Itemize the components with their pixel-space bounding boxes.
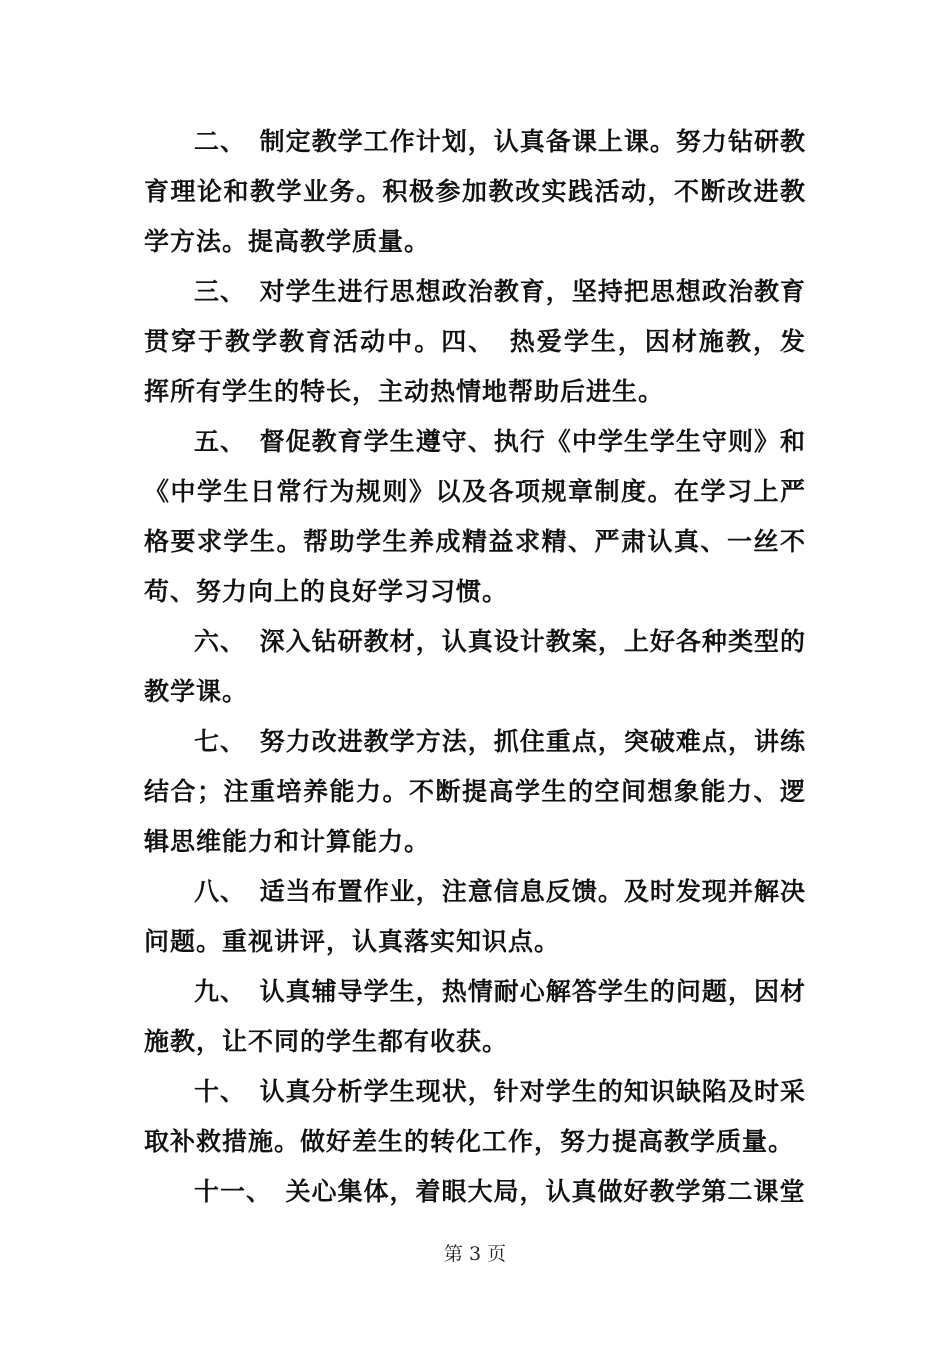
paragraph-item-2: 二、 制定教学工作计划，认真备课上课。努力钻研教育理论和教学业务。积极参加教改实践活动，不断改进教学方法。提高教学质量。 [144, 127, 806, 256]
paragraph-item-7: 七、 努力改进教学方法，抓住重点，突破难点，讲练结合；注重培养能力。不断提高学生的空间想象能力、逻辑思维能力和计算能力。 [144, 727, 806, 856]
paragraph-item-11: 十一、 关心集体，着眼大局，认真做好教学第二课堂 [194, 1177, 806, 1206]
paragraph-item-10: 十、 认真分析学生现状，针对学生的知识缺陷及时采取补救措施。做好差生的转化工作，努力提高教学质量。 [144, 1077, 806, 1156]
paragraph-item-8: 八、 适当布置作业，注意信息反馈。及时发现并解决问题。重视讲评，认真落实知识点。 [144, 877, 806, 956]
paragraph-item-6: 六、 深入钻研教材，认真设计教案，上好各种类型的教学课。 [144, 627, 806, 706]
paragraph-item-3-4: 三、 对学生进行思想政治教育，坚持把思想政治教育贯穿于教学教育活动中。四、 热爱学生，因材施教，发挥所有学生的特长，主动热情地帮助后进生。 [144, 277, 806, 406]
paragraph-item-9: 九、 认真辅导学生，热情耐心解答学生的问题，因材施教，让不同的学生都有收获。 [144, 977, 806, 1056]
page-number: 第 3 页 [443, 1243, 507, 1265]
paragraph-item-5: 五、 督促教育学生遵守、执行《中学生学生守则》和《中学生日常行为规则》以及各项规章制度。在学习上严格要求学生。帮助学生养成精益求精、严肃认真、一丝不苟、努力向上的良好学习习惯。 [144, 427, 806, 606]
document-body [144, 117, 806, 1217]
